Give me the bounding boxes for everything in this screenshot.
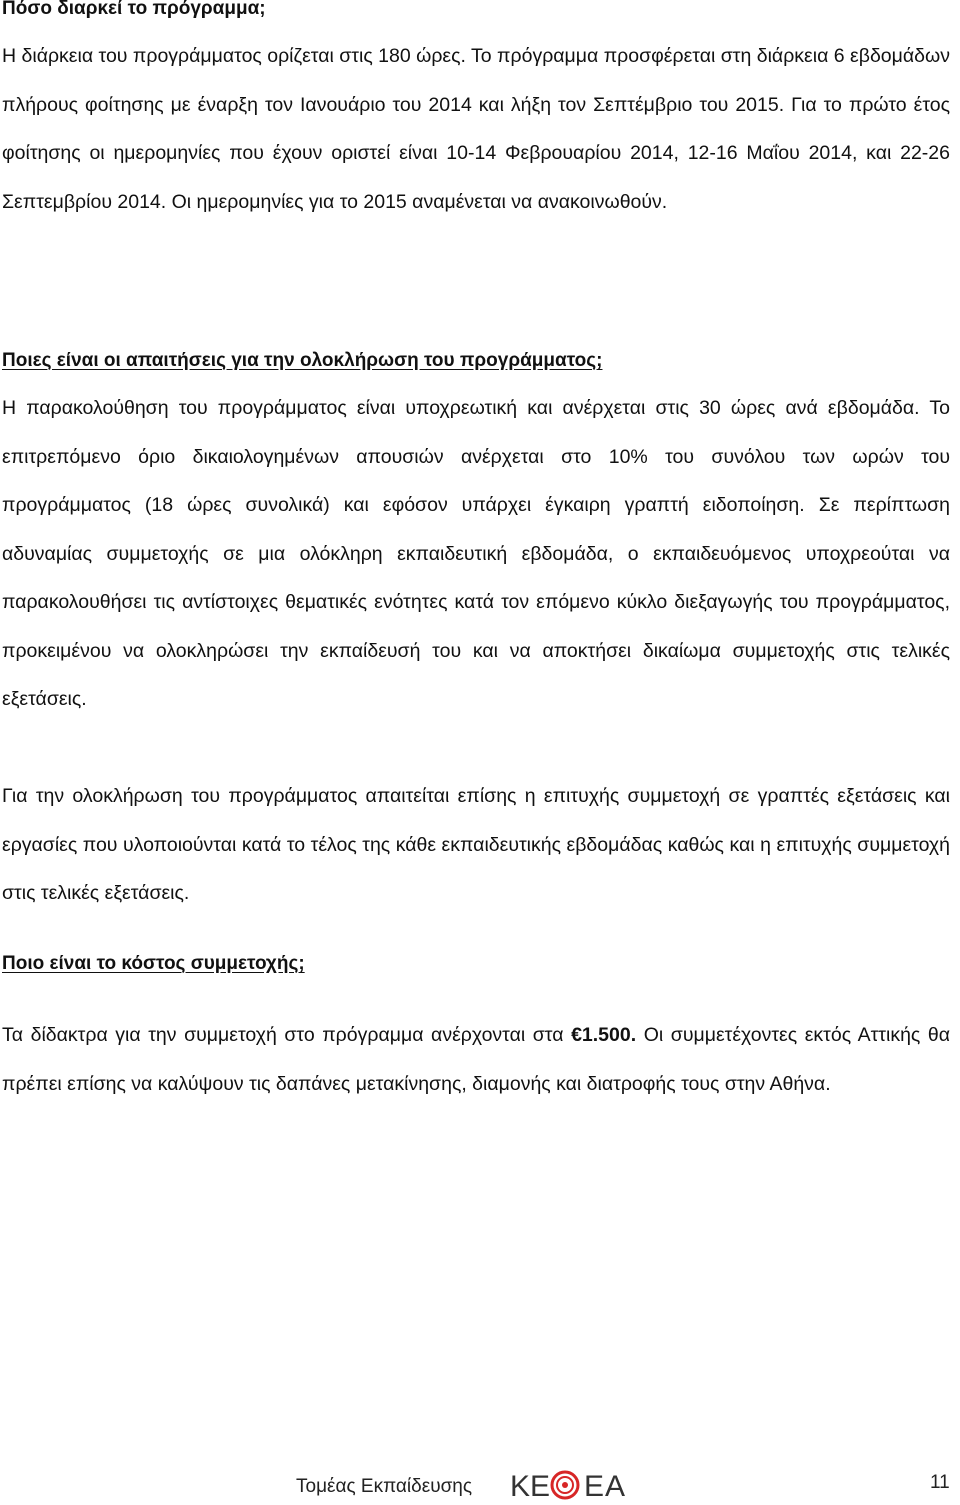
logo-letter-k: K — [510, 1470, 532, 1502]
paragraph-attendance: Η παρακολούθηση του προγράμματος είναι υποχρεωτική και ανέρχεται στις 30 ώρες ανά εβδομάδα. Το επιτρεπόμενο όριο δικαιολογημένων απουσιών ανέρχεται στο 10% του συνόλου των ωρών του προγράμματος (18 ώρες συνολικά) και εφόσον υπάρχει έγκαιρη γραπτή ειδοποίηση. Σε περίπτωση αδυναμίας συμμετοχής σε μια ολόκληρη εκπαιδευτική εβδομάδα, ο εκπαιδευόμενος υποχρεούται να παρακολουθήσει τις αντίστοιχες θεματικές ενότητες κατά τον επόμενο κύκλο διεξαγωγής του προγράμματος, προκειμένου να ολοκληρώσει την εκπαίδευσή του και να αποκτήσει δικαίωμα συμμετοχής στις τελικές εξετάσεις. — [2, 397, 950, 710]
logo-letter-e2: E — [584, 1470, 605, 1502]
section-heading-duration: Πόσο διαρκεί το πρόγραμμα; — [2, 0, 266, 19]
logo-ring-core — [562, 1482, 568, 1488]
page-footer — [0, 1460, 960, 1505]
paragraph-exams: Για την ολοκλήρωση του προγράμματος απαιτείται επίσης η επιτυχής συμμετοχή σε γραπτές εξετάσεις και εργασίες που υλοποιούνται κατά το τέλος της κάθε εκπαιδευτικής εβδομάδας καθώς και η επιτυχής συμμετοχή στις τελικές εξετάσεις. — [2, 785, 950, 904]
paragraph-duration: Η διάρκεια του προγράμματος ορίζεται στις 180 ώρες. Το πρόγραμμα προσφέρεται στη διάρκεια 6 εβδομάδων πλήρους φοίτησης με έναρξη τον Ιανουάριο του 2014 και λήξη τον Σεπτέμβριο του 2015. Για το πρώτο έτος φοίτησης οι ημερομηνίες που έχουν οριστεί είναι 10-14 Φεβρουαρίου 2014, 12-16 Μαΐου 2014, και 22-26 Σεπτεμβρίου 2014. Οι ημερομηνίες για το 2015 αναμένεται να ανακοινωθούν. — [2, 45, 950, 213]
paragraph-cost: Τα δίδακτρα για την συμμετοχή στο πρόγραμμα ανέρχονται στα €1.500. Οι συμμετέχοντες εκτός Αττικής θα πρέπει επίσης να καλύψουν τις δαπάνες μετακίνησης, διαμονής και διατροφής τους στην Αθήνα. — [2, 1024, 951, 1095]
keea-logo-icon — [510, 1466, 632, 1502]
page-number: 11 — [930, 1472, 950, 1493]
tuition-amount: €1.500. — [571, 1024, 637, 1046]
section-heading-requirements: Ποιες είναι οι απαιτήσεις για την ολοκλήρωση του προγράμματος; — [2, 350, 603, 371]
section-heading-cost: Ποιο είναι το κόστος συμμετοχής; — [2, 953, 305, 974]
logo-letter-a: A — [605, 1470, 626, 1502]
footer-department: Τομέας Εκπαίδευσης — [296, 1476, 473, 1497]
logo-letter-e1: E — [530, 1470, 551, 1502]
